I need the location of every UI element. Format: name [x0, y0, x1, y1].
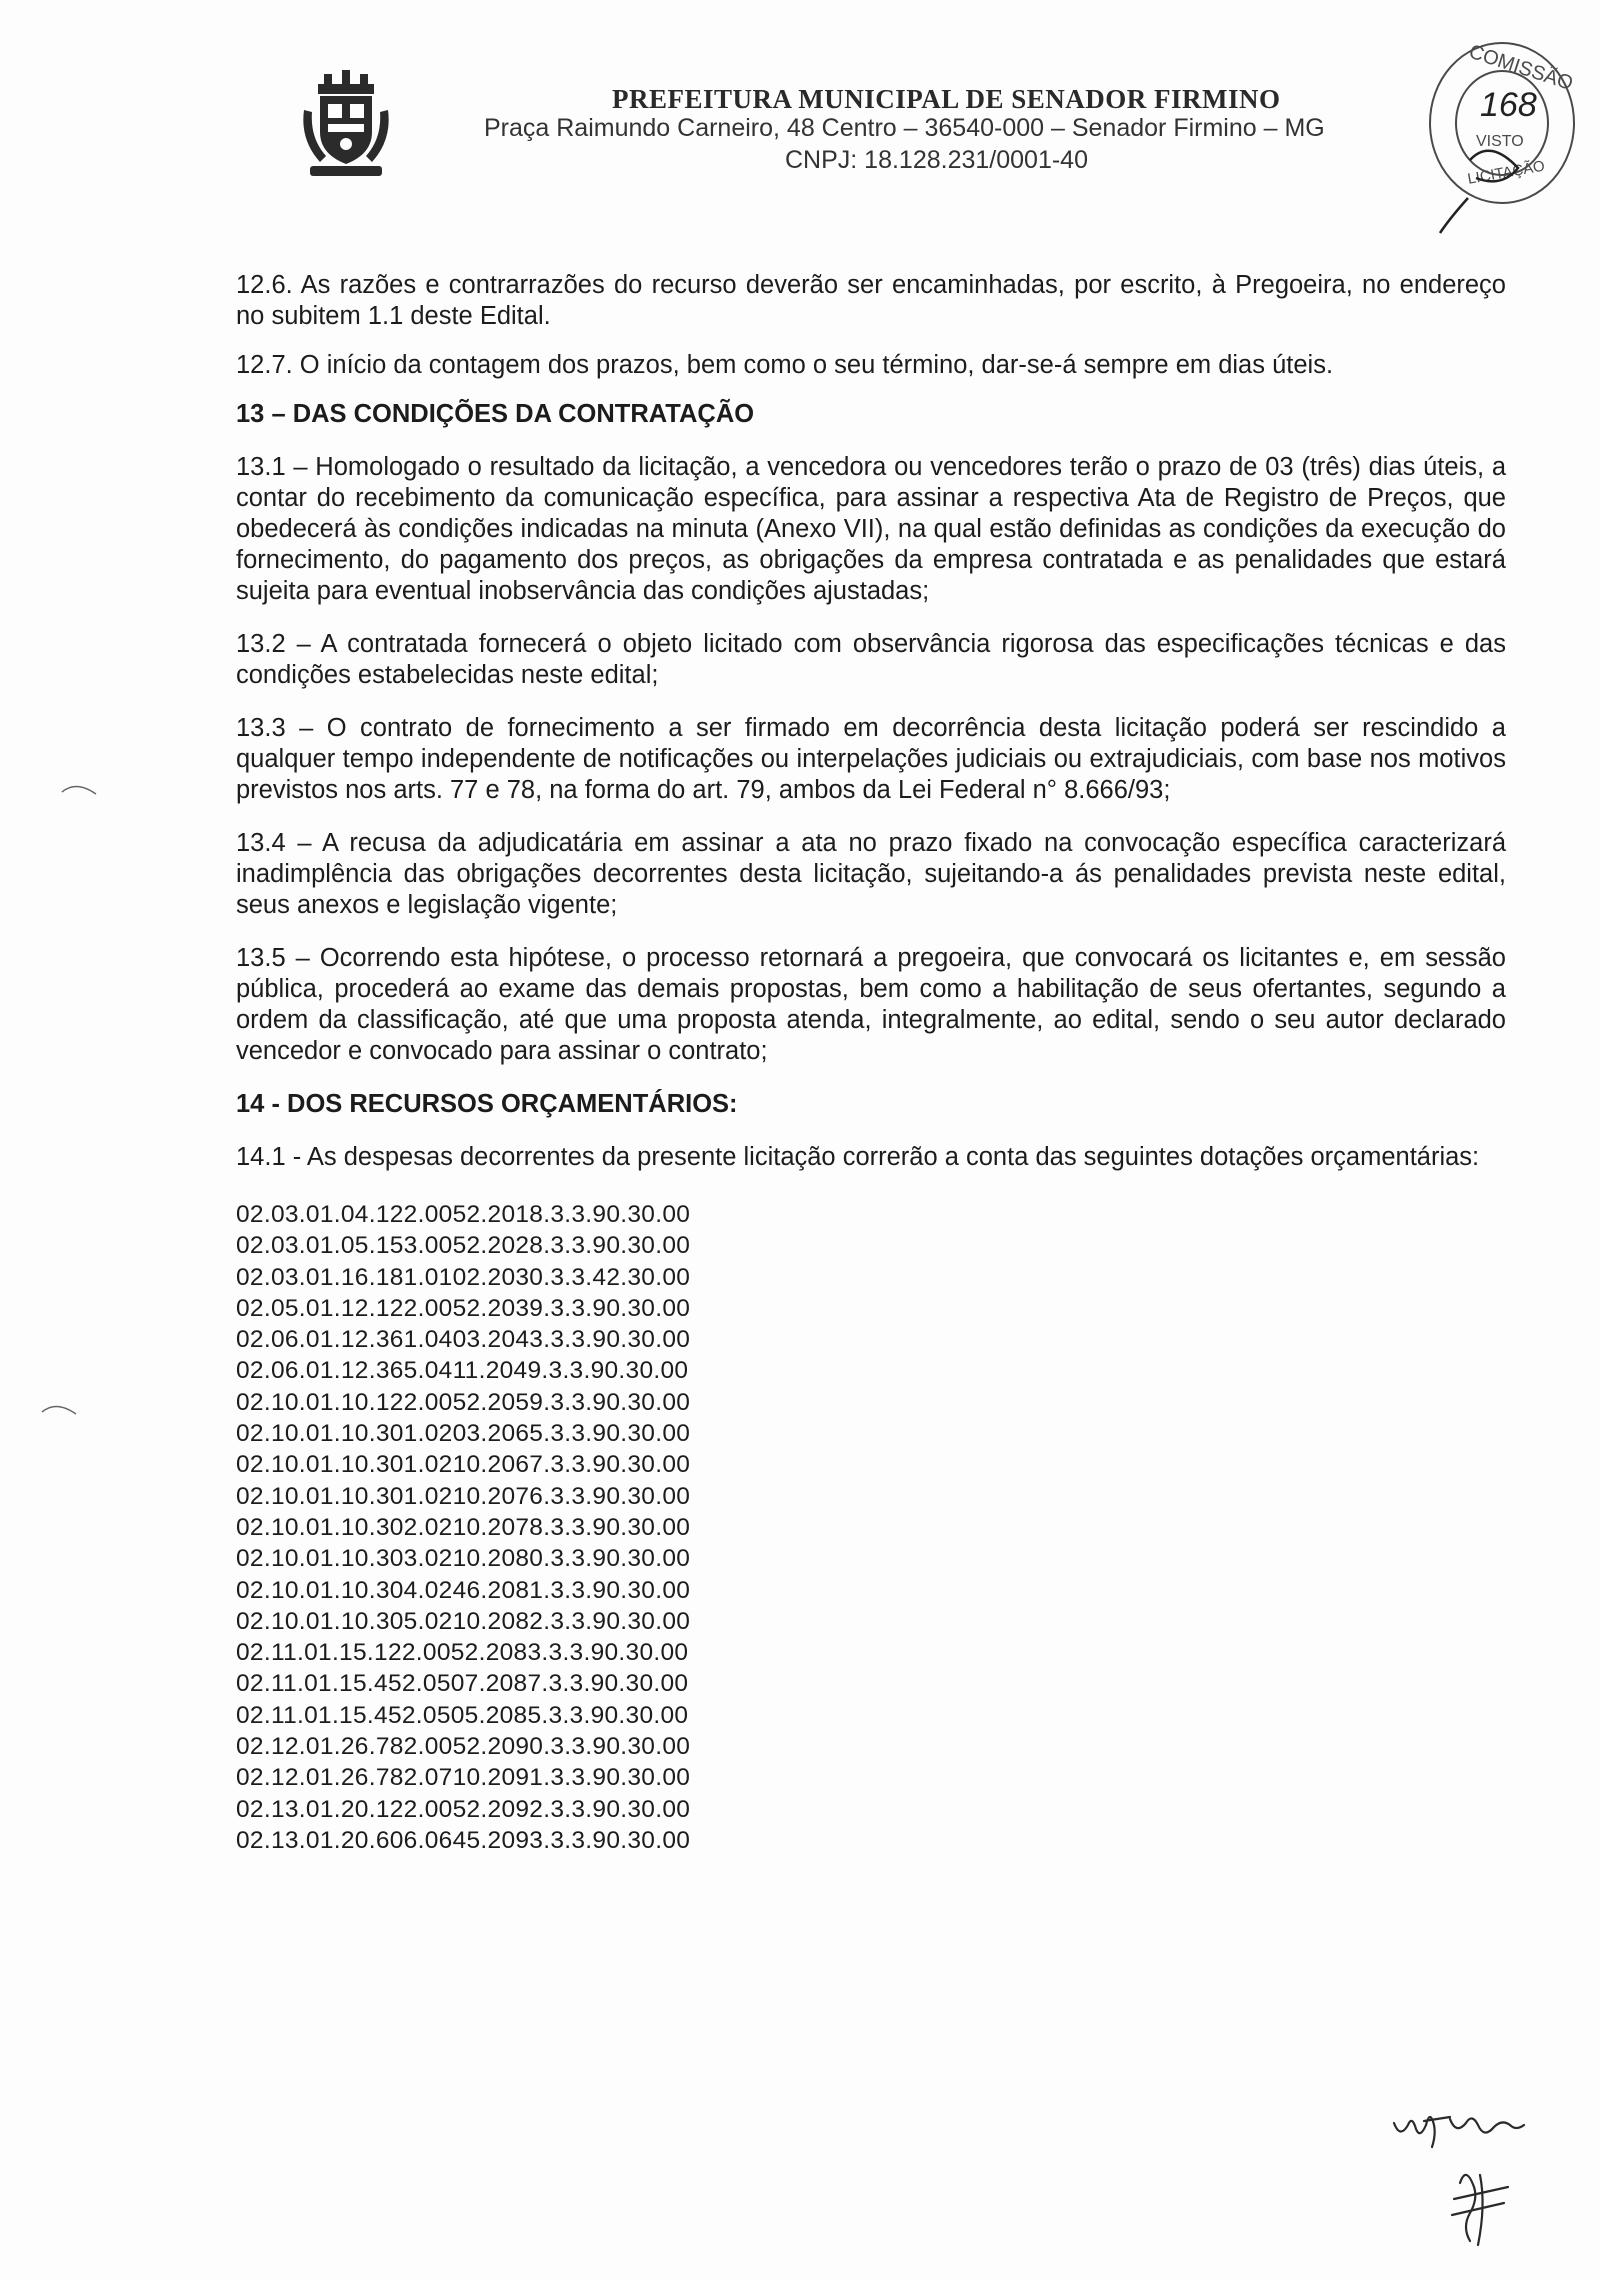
org-cnpj: CNPJ: 18.128.231/0001-40 — [785, 146, 1088, 174]
paragraph-13-5: 13.5 – Ocorrendo esta hipótese, o processo retornará a pregoeira, que convocará os licitantes e, em sessão pública, procederá ao exame das demais propostas, bem como a habilitação de seus ofertantes, segundo a ordem da classificação, até que uma proposta atenda, integralmente, ao edital, sendo o seu autor declarado vencedor e convocado para assinar o contrato; — [236, 944, 1506, 1065]
budget-line: 02.11.01.15.122.0052.2083.3.3.90.30.00 — [236, 1639, 689, 1667]
budget-line: 02.10.01.10.301.0210.2067.3.3.90.30.00 — [236, 1451, 691, 1479]
paragraph-13-4: 13.4 – A recusa da adjudicatária em assinar a ata no prazo fixado na convocação específica caracterizará inadimplência das obrigações decorrentes desta licitação, sujeitando-a ás penalidades prevista neste edital, seus anexos e legislação vigente; — [236, 829, 1506, 919]
commission-stamp-icon — [1410, 28, 1580, 238]
budget-line: 02.13.01.20.606.0645.2093.3.3.90.30.00 — [236, 1826, 691, 1854]
document-body — [236, 270, 1506, 1856]
paragraph-12-7: 12.7. O início da contagem dos prazos, bem como o seu término, dar-se-á sempre em dias úteis. — [236, 351, 1334, 379]
paragraph-14-1: 14.1 - As despesas decorrentes da presente licitação correrão a conta das seguintes dotações orçamentárias: — [236, 1143, 1480, 1171]
section-heading-14: 14 - DOS RECURSOS ORÇAMENTÁRIOS: — [236, 1090, 738, 1118]
budget-line: 02.06.01.12.365.0411.2049.3.3.90.30.00 — [236, 1357, 689, 1385]
margin-mark-icon — [60, 778, 100, 798]
budget-line: 02.10.01.10.301.0203.2065.3.3.90.30.00 — [236, 1420, 691, 1448]
budget-line: 02.03.01.05.153.0052.2028.3.3.90.30.00 — [236, 1232, 691, 1260]
budget-line: 02.10.01.10.304.0246.2081.3.3.90.30.00 — [236, 1576, 691, 1604]
budget-line: 02.10.01.10.303.0210.2080.3.3.90.30.00 — [236, 1545, 691, 1573]
svg-text:VISTO: VISTO — [1476, 133, 1524, 150]
budget-line: 02.03.01.16.181.0102.2030.3.3.42.30.00 — [236, 1263, 691, 1291]
section-heading-13: 13 – DAS CONDIÇÕES DA CONTRATAÇÃO — [236, 400, 755, 428]
svg-text:168: 168 — [1480, 86, 1537, 124]
paragraph-12-6: 12.6. As razões e contrarrazões do recurso deverão ser encaminhadas, por escrito, à Pregoeira, no endereço no subitem 1.1 deste Edital. — [236, 271, 1506, 330]
svg-text:LICITAÇÃO: LICITAÇÃO — [1466, 157, 1547, 188]
budget-line: 02.10.01.10.301.0210.2076.3.3.90.30.00 — [236, 1482, 691, 1510]
budget-line: 02.06.01.12.361.0403.2043.3.3.90.30.00 — [236, 1326, 691, 1354]
paragraph-13-1: 13.1 – Homologado o resultado da licitação, a vencedora ou vencedores terão o prazo de 03 (três) dias úteis, a contar do recebimento da comunicação específica, para assinar a respectiva Ata de Registro de Preços, que obedecerá às condições indicadas na minuta (Anexo VII), na qual estão definidas as condições da execução do fornecimento, do pagamento dos preços, as obrigações da empresa contratada e as penalidades que estará sujeita para eventual inobservância das condições ajustadas; — [236, 453, 1506, 605]
org-name: PREFEITURA MUNICIPAL DE SENADOR FIRMINO — [612, 84, 1281, 114]
municipal-crest-icon — [300, 70, 392, 188]
paragraph-13-3: 13.3 – O contrato de fornecimento a ser firmado em decorrência desta licitação poderá ser rescindido a qualquer tempo independente de notificações ou interpelações judiciais ou extrajudiciais, com base nos motivos previstos nos arts. 77 e 78, na forma do art. 79, ambos da Lei Federal n° 8.666/93; — [236, 714, 1506, 804]
budget-line: 02.05.01.12.122.0052.2039.3.3.90.30.00 — [236, 1294, 691, 1322]
handwritten-signature-icon — [1390, 2095, 1540, 2255]
budget-line: 02.10.01.10.122.0052.2059.3.3.90.30.00 — [236, 1388, 691, 1416]
budget-line: 02.13.01.20.122.0052.2092.3.3.90.30.00 — [236, 1795, 691, 1823]
org-address: Praça Raimundo Carneiro, 48 Centro – 36540-000 – Senador Firmino – MG — [484, 114, 1325, 142]
budget-line: 02.10.01.10.302.0210.2078.3.3.90.30.00 — [236, 1513, 691, 1541]
budget-line: 02.12.01.26.782.0052.2090.3.3.90.30.00 — [236, 1733, 691, 1761]
svg-text:COMISSÃO: COMISSÃO — [1466, 40, 1576, 95]
paragraph-13-2: 13.2 – A contratada fornecerá o objeto licitado com observância rigorosa das especificações técnicas e das condições estabelecidas neste edital; — [236, 630, 1506, 689]
budget-line: 02.11.01.15.452.0505.2085.3.3.90.30.00 — [236, 1701, 689, 1729]
budget-line: 02.10.01.10.305.0210.2082.3.3.90.30.00 — [236, 1607, 691, 1635]
margin-mark-icon — [40, 1398, 80, 1418]
budget-line: 02.11.01.15.452.0507.2087.3.3.90.30.00 — [236, 1670, 689, 1698]
budget-line: 02.03.01.04.122.0052.2018.3.3.90.30.00 — [236, 1201, 691, 1228]
budget-lines-list — [236, 1199, 1506, 1856]
budget-line: 02.12.01.26.782.0710.2091.3.3.90.30.00 — [236, 1764, 691, 1792]
